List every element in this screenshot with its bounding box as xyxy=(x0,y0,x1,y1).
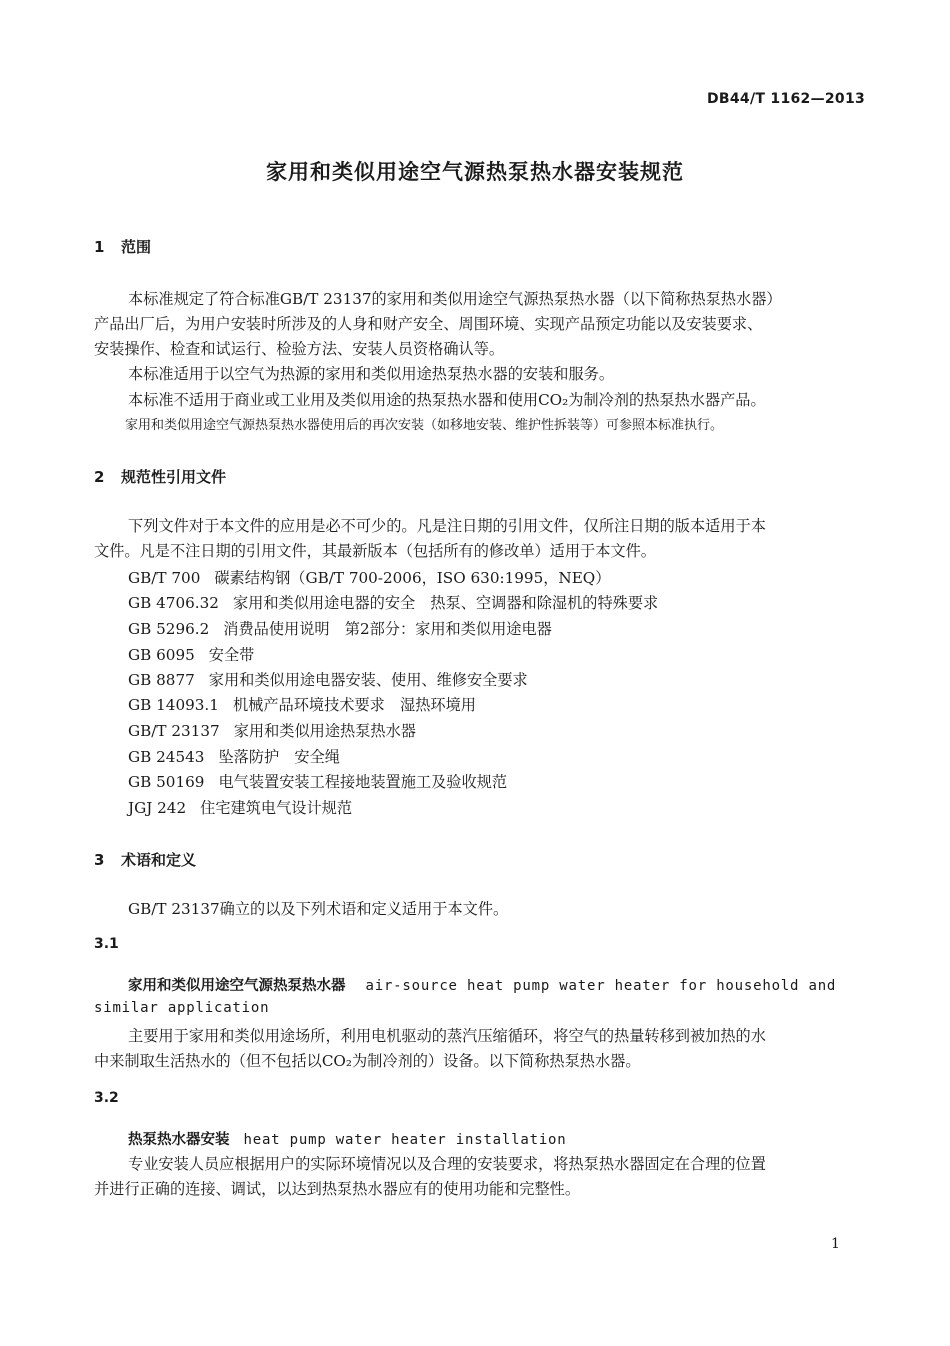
reference-item xyxy=(128,771,507,792)
section-1-number: 1 xyxy=(94,238,105,256)
section-1-paragraph-2: 本标准适用于以空气为热源的家用和类似用途热泵热水器的安装和服务。 xyxy=(128,365,614,383)
term-3-2-definition-line-1: 专业安装人员应根据用户的实际环境情况以及合理的安装要求，将热泵热水器固定在合理的位置 xyxy=(128,1155,766,1173)
section-1-heading xyxy=(94,236,151,257)
term-3-2-english: heat pump water heater installation xyxy=(243,1132,567,1148)
reference-code: JGJ 242 xyxy=(128,799,187,817)
reference-code: GB 24543 xyxy=(128,748,205,766)
reference-title: 电气装置安装工程接地装置施工及验收规范 xyxy=(218,773,507,791)
section-3-heading xyxy=(94,849,196,870)
section-3-number: 3 xyxy=(94,851,105,869)
term-3-1-heading xyxy=(128,974,836,995)
term-3-2-heading xyxy=(128,1128,567,1149)
reference-code: GB 6095 xyxy=(128,646,195,664)
reference-item xyxy=(128,746,340,767)
term-3-1-definition-line-2: 中来制取生活热水的（但不包括以CO₂为制冷剂的）设备。以下简称热泵热水器。 xyxy=(94,1052,641,1070)
reference-item xyxy=(128,797,352,818)
section-2-intro-line-2: 文件。凡是不注日期的引用文件，其最新版本（包括所有的修改单）适用于本文件。 xyxy=(94,542,656,560)
section-1-paragraph-1-line-1: 本标准规定了符合标准GB/T 23137的家用和类似用途空气源热泵热水器（以下简称热泵热水器） xyxy=(128,290,782,308)
section-1-paragraph-1-line-2: 产品出厂后，为用户安装时所涉及的人身和财产安全、周围环境、实现产品预定功能以及安装要求、 xyxy=(94,315,763,333)
section-3-title: 术语和定义 xyxy=(121,851,197,869)
reference-code: GB 50169 xyxy=(128,773,205,791)
reference-title: 家用和类似用途电器的安全 热泵、空调器和除湿机的特殊要求 xyxy=(232,594,659,612)
section-1-paragraph-4: 家用和类似用途空气源热泵热水器使用后的再次安装（如移地安装、维护性拆装等）可参照本标准执行。 xyxy=(125,418,724,433)
term-3-1-chinese: 家用和类似用途空气源热泵热水器 xyxy=(128,978,346,994)
reference-code: GB 5296.2 xyxy=(128,620,210,638)
reference-title: 家用和类似用途热泵热水器 xyxy=(233,722,416,740)
reference-title: 家用和类似用途电器安装、使用、维修安全要求 xyxy=(208,671,528,689)
reference-code: GB 8877 xyxy=(128,671,195,689)
term-3-1-english-line-2: similar application xyxy=(94,1000,270,1016)
reference-item xyxy=(128,592,658,613)
reference-item xyxy=(128,669,528,690)
reference-item xyxy=(128,720,416,741)
section-2-title: 规范性引用文件 xyxy=(121,468,227,486)
reference-code: GB/T 23137 xyxy=(128,722,220,740)
term-3-1-english-line-1: air-source heat pump water heater for household and xyxy=(365,978,837,994)
section-2-number: 2 xyxy=(94,468,105,486)
reference-title: 坠落防护 安全绳 xyxy=(218,748,340,766)
reference-title: 消费品使用说明 第2部分：家用和类似用途电器 xyxy=(223,620,552,638)
reference-item xyxy=(128,567,610,588)
term-3-1-number: 3.1 xyxy=(94,936,119,952)
document-title: 家用和类似用途空气源热泵热水器安装规范 xyxy=(266,160,684,184)
reference-item xyxy=(128,618,552,639)
document-code: DB44/T 1162—2013 xyxy=(707,91,866,107)
reference-code: GB 14093.1 xyxy=(128,696,219,714)
reference-title: 安全带 xyxy=(208,646,255,664)
section-2-intro-line-1: 下列文件对于本文件的应用是必不可少的。凡是注日期的引用文件，仅所注日期的版本适用于本 xyxy=(128,517,766,535)
term-3-2-definition-line-2: 并进行正确的连接、调试，以达到热泵热水器应有的使用功能和完整性。 xyxy=(94,1180,580,1198)
section-1-paragraph-3: 本标准不适用于商业或工业用及类似用途的热泵热水器和使用CO₂为制冷剂的热泵热水器产品。 xyxy=(128,391,766,409)
section-1-title: 范围 xyxy=(121,238,152,256)
reference-item xyxy=(128,694,476,715)
term-3-2-number: 3.2 xyxy=(94,1090,119,1106)
section-1-paragraph-1-line-3: 安装操作、检查和试运行、检验方法、安装人员资格确认等。 xyxy=(94,340,505,358)
reference-title: 碳素结构钢（GB/T 700-2006，ISO 630:1995，NEQ） xyxy=(214,569,611,587)
reference-title: 机械产品环境技术要求 湿热环境用 xyxy=(232,696,476,714)
reference-item xyxy=(128,644,254,665)
reference-title: 住宅建筑电气设计规范 xyxy=(200,799,352,817)
term-3-1-definition-line-1: 主要用于家用和类似用途场所，利用电机驱动的蒸汽压缩循环，将空气的热量转移到被加热的水 xyxy=(128,1027,766,1045)
reference-code: GB/T 700 xyxy=(128,569,201,587)
section-3-intro: GB/T 23137确立的以及下列术语和定义适用于本文件。 xyxy=(128,900,509,918)
section-2-heading xyxy=(94,466,226,487)
reference-code: GB 4706.32 xyxy=(128,594,219,612)
term-3-2-chinese: 热泵热水器安装 xyxy=(128,1132,230,1148)
page-number: 1 xyxy=(831,1236,840,1252)
